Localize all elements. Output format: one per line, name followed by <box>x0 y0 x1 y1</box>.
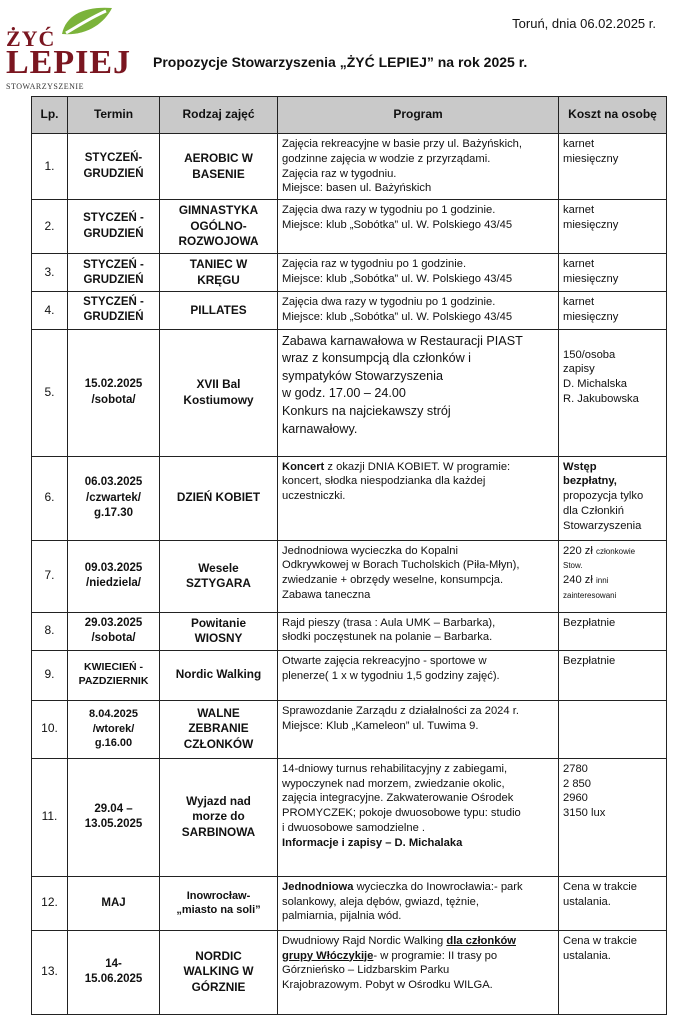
row-program <box>278 758 559 876</box>
logo <box>4 4 132 91</box>
table-row <box>32 700 667 758</box>
cost-guest-note: inni zainteresowani <box>563 576 617 600</box>
row-type: DZIEŃ KOBIET <box>160 456 278 540</box>
cost-member-price: 220 zł <box>563 544 593 557</box>
row-term: STYCZEŃ - GRUDZIEŃ <box>68 254 160 292</box>
row-cost: Bezpłatnie <box>559 650 667 700</box>
table-row <box>32 329 667 456</box>
row-cost: Bezpłatnie <box>559 612 667 650</box>
row-program <box>278 930 559 1014</box>
row-term: 14- 15.06.2025 <box>68 930 160 1014</box>
row-program: Rajd pieszy (trasa : Aula UMK – Barbarka), słodki poczęstunek na polanie – Barbarka. <box>278 612 559 650</box>
header-cost: Koszt na osobę <box>559 97 667 134</box>
table-row <box>32 254 667 292</box>
row-term: STYCZEŃ - GRUDZIEŃ <box>68 200 160 254</box>
table-header-row <box>32 97 667 134</box>
header-lp: Lp. <box>32 97 68 134</box>
table-row <box>32 876 667 930</box>
program-bold: Koncert <box>282 460 325 473</box>
row-lp: 4. <box>32 292 68 329</box>
row-term: 09.03.2025 /niedziela/ <box>68 540 160 612</box>
cost-member-note: członkowie Stow. <box>563 546 636 571</box>
row-type: PILLATES <box>160 292 278 329</box>
row-lp: 3. <box>32 254 68 292</box>
row-term: 06.03.2025 /czwartek/ g.17.30 <box>68 456 160 540</box>
row-term: 15.02.2025 /sobota/ <box>68 329 160 456</box>
table-row <box>32 292 667 329</box>
leaf-icon <box>56 4 116 38</box>
document-date: Toruń, dnia 06.02.2025 r. <box>512 16 656 31</box>
header-term: Termin <box>68 97 160 134</box>
row-term: MAJ <box>68 876 160 930</box>
table-row <box>32 540 667 612</box>
row-type: Powitanie WIOSNY <box>160 612 278 650</box>
row-type: AEROBIC W BASENIE <box>160 134 278 200</box>
row-lp: 6. <box>32 456 68 540</box>
row-term: 8.04.2025 /wtorek/ g.16.00 <box>68 700 160 758</box>
row-lp: 9. <box>32 650 68 700</box>
table-row <box>32 650 667 700</box>
row-type: XVII Bal Kostiumowy <box>160 329 278 456</box>
row-lp: 2. <box>32 200 68 254</box>
logo-line2: LEPIEJ <box>6 44 132 81</box>
table-row <box>32 930 667 1014</box>
header-program: Program <box>278 97 559 134</box>
row-program <box>278 456 559 540</box>
program-table <box>31 96 667 1015</box>
program-text: 14-dniowy turnus rehabilitacyjny z zabiegami, wypoczynek nad morzem, zwiedzanie okolic, zajęcia integracyjne. Zakwaterowanie Ośrodek PROMYCZEK; pokoje dwuosobowe typu: studio i dwuosobowe samodzielne . <box>282 762 521 834</box>
row-cost <box>559 456 667 540</box>
row-cost <box>559 540 667 612</box>
row-program: Sprawozdanie Zarządu z działalności za 2024 r. Miejsce: Klub „Kameleon” ul. Tuwima 9. <box>278 700 559 758</box>
row-cost: 2780 2 850 2960 3150 lux <box>559 758 667 876</box>
row-lp: 13. <box>32 930 68 1014</box>
row-type: Nordic Walking <box>160 650 278 700</box>
row-program: Zabawa karnawałowa w Restauracji PIAST wraz z konsumpcją dla członków i sympatyków Stowarzyszenia w godz. 17.00 – 24.00 Konkurs na najciekawszy strój karnawałowy. <box>278 329 559 456</box>
row-program <box>278 876 559 930</box>
row-cost: karnet miesięczny <box>559 200 667 254</box>
row-term: KWIECIEŃ - PAZDZIERNIK <box>68 650 160 700</box>
row-cost: Cena w trakcie ustalania. <box>559 876 667 930</box>
row-cost: karnet miesięczny <box>559 254 667 292</box>
row-type: Wyjazd nad morze do SARBINOWA <box>160 758 278 876</box>
program-bold-note: Informacje i zapisy – D. Michalaka <box>282 836 463 849</box>
row-type: Wesele SZTYGARA <box>160 540 278 612</box>
row-program: Otwarte zajęcia rekreacyjno - sportowe w plenerze( 1 x w tygodniu 1,5 godziny zajęć). <box>278 650 559 700</box>
cost-bold: Wstęp bezpłatny, <box>563 460 617 488</box>
row-type: TANIEC W KRĘGU <box>160 254 278 292</box>
table-row <box>32 612 667 650</box>
row-program: Jednodniowa wycieczka do Kopalni Odkrywkowej w Borach Tucholskich (Piła-Młyn), zwiedzanie + obrzędy weselne, konsumpcja. Zabawa taneczna <box>278 540 559 612</box>
row-type: Inowrocław- „miasto na soli” <box>160 876 278 930</box>
program-bold: Jednodniowa <box>282 880 354 893</box>
program-text: - w programie: II trasy po Górznieńsko – Lidzbarskim Parku Krajobrazowym. Pobyt w Ośrodku WILGA. <box>282 949 498 992</box>
program-text: wycieczka do Inowrocławia:- park solankowy, aleja dębów, gwiazd, tężnie, palmiarnia, pijalnia wód. <box>282 880 523 923</box>
row-lp: 7. <box>32 540 68 612</box>
row-type: WALNE ZEBRANIE CZŁONKÓW <box>160 700 278 758</box>
row-lp: 12. <box>32 876 68 930</box>
row-lp: 11. <box>32 758 68 876</box>
row-type: NORDIC WALKING W GÓRZNIE <box>160 930 278 1014</box>
row-term: 29.04 – 13.05.2025 <box>68 758 160 876</box>
row-term: 29.03.2025 /sobota/ <box>68 612 160 650</box>
cost-text: propozycja tylko dla Członkiń Stowarzyszenia <box>563 490 644 532</box>
program-underlined: dla członków grupy Włóczykije <box>282 934 516 962</box>
row-cost: karnet miesięczny <box>559 134 667 200</box>
row-lp: 8. <box>32 612 68 650</box>
row-program: Zajęcia raz w tygodniu po 1 godzinie. Miejsce: klub „Sobótka” ul. W. Polskiego 43/45 <box>278 254 559 292</box>
row-cost: karnet miesięczny <box>559 292 667 329</box>
row-cost <box>559 700 667 758</box>
row-cost: 150/osoba zapisy D. Michalska R. Jakubowska <box>559 329 667 456</box>
logo-line3: STOWARZYSZENIE <box>6 82 84 91</box>
row-program: Zajęcia dwa razy w tygodniu po 1 godzinie. Miejsce: klub „Sobótka” ul. W. Polskiego 43/45 <box>278 200 559 254</box>
row-term: STYCZEŃ - GRUDZIEŃ <box>68 292 160 329</box>
logo-line1: ŻYĆ <box>6 26 56 51</box>
table-row <box>32 456 667 540</box>
row-lp: 10. <box>32 700 68 758</box>
row-cost: Cena w trakcie ustalania. <box>559 930 667 1014</box>
row-program: Zajęcia dwa razy w tygodniu po 1 godzinie. Miejsce: klub „Sobótka” ul. W. Polskiego 43/45 <box>278 292 559 329</box>
table-row <box>32 758 667 876</box>
row-lp: 1. <box>32 134 68 200</box>
header-type: Rodzaj zajęć <box>160 97 278 134</box>
document-title: Propozycje Stowarzyszenia „ŻYĆ LEPIEJ” na rok 2025 r. <box>153 54 528 70</box>
table-row <box>32 200 667 254</box>
row-lp: 5. <box>32 329 68 456</box>
row-term: STYCZEŃ- GRUDZIEŃ <box>68 134 160 200</box>
cost-guest-price: 240 zł <box>563 574 593 587</box>
program-text-start: Dwudniowy Rajd Nordic Walking <box>282 934 447 947</box>
row-type: GIMNASTYKA OGÓLNO- ROZWOJOWA <box>160 200 278 254</box>
row-program: Zajęcia rekreacyjne w basie przy ul. Bażyńskich, godzinne zajęcia w wodzie z przyrządami. Zajęcia raz w tygodniu. Miejsce: basen ul. Bażyńskich <box>278 134 559 200</box>
program-text: z okazji DNIA KOBIET. W programie: koncert, słodka niespodzianka dla każdej uczestniczki. <box>282 460 511 503</box>
table-row <box>32 134 667 200</box>
